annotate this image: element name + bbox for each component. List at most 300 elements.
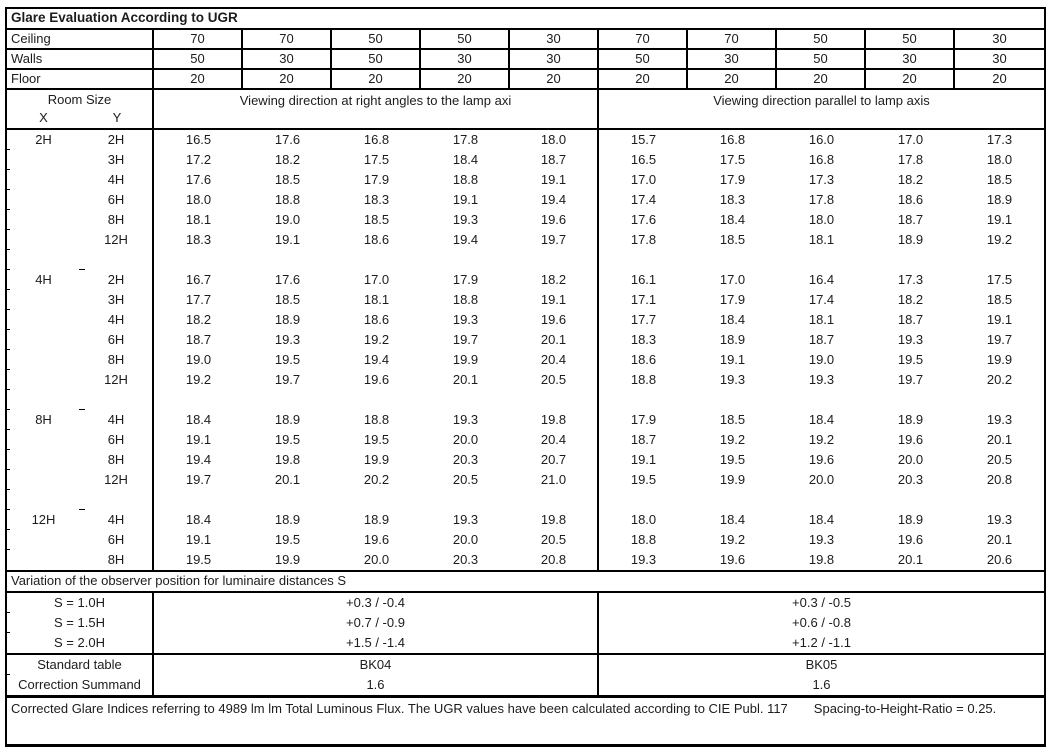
ugr-value-cell: 19.6 [363, 532, 390, 547]
ugr-value-cell: 20.6 [986, 552, 1013, 567]
ugr-value-cell: 19.2 [808, 432, 835, 447]
ugr-value-cell [510, 390, 599, 410]
room-y-cell: 6H [80, 190, 154, 210]
ugr-value-cell: 19.6 [363, 372, 390, 387]
ugr-value-cell: 17.3 [986, 132, 1013, 147]
ugr-value-cell: 19.9 [363, 452, 390, 467]
variation-value-right-angle: +0.3 / -0.4 [154, 593, 599, 613]
ugr-value-cell: 18.0 [185, 192, 212, 207]
variation-label: S = 2.0H [7, 633, 154, 653]
ugr-value-cell: 19.3 [897, 332, 924, 347]
ugr-value-cell [866, 390, 955, 410]
ugr-value-cell: 17.6 [630, 212, 657, 227]
variation-row-item [7, 633, 1044, 653]
ugr-row [7, 210, 1044, 230]
ugr-value-cell: 18.6 [363, 232, 390, 247]
ugr-value-cell: 19.3 [630, 552, 657, 567]
ugr-value-cell: 18.0 [808, 212, 835, 227]
ugr-value-cell: 19.1 [274, 232, 301, 247]
room-x-cell [7, 390, 80, 410]
summary-row [7, 655, 1044, 675]
room-x-cell [7, 430, 80, 450]
ugr-value-cell: 16.8 [719, 132, 746, 147]
ugr-value-cell: 20.0 [808, 472, 835, 487]
ugr-value-cell: 19.0 [808, 352, 835, 367]
ugr-value-cell: 17.1 [630, 292, 657, 307]
ugr-value-cell: 19.3 [452, 312, 479, 327]
ugr-value-cell: 16.8 [808, 152, 835, 167]
room-x-cell [7, 550, 80, 570]
ugr-value-cell: 18.9 [897, 412, 924, 427]
ugr-value-cell: 19.9 [986, 352, 1013, 367]
ugr-value-cell: 17.9 [452, 272, 479, 287]
ugr-value-cell: 17.0 [363, 272, 390, 287]
summary-value-right-angle: BK04 [154, 655, 599, 675]
ugr-value-cell [332, 250, 421, 270]
ugr-value-cell: 19.2 [719, 432, 746, 447]
ugr-row [7, 230, 1044, 250]
ugr-value-cell: 18.5 [986, 292, 1013, 307]
ugr-value-cell: 17.5 [363, 152, 390, 167]
surface-value-cell: 70 [243, 30, 332, 48]
ugr-value-cell: 16.7 [185, 272, 212, 287]
room-y-cell [80, 390, 154, 410]
ugr-value-cell: 19.0 [185, 352, 212, 367]
ugr-value-cell: 18.9 [986, 192, 1013, 207]
ugr-value-cell: 19.5 [274, 432, 301, 447]
surface-value-cell: 20 [243, 70, 332, 88]
ugr-value-cell [510, 250, 599, 270]
ugr-value-cell: 18.1 [185, 212, 212, 227]
room-size-label: Room Size [47, 92, 112, 107]
ugr-row [7, 130, 1044, 150]
summary-value-right-angle: 1.6 [154, 675, 599, 695]
ugr-value-cell: 18.3 [719, 192, 746, 207]
ugr-value-cell [688, 250, 777, 270]
ugr-value-cell [777, 390, 866, 410]
ugr-value-cell: 20.1 [897, 552, 924, 567]
ugr-value-cell: 19.1 [510, 290, 599, 310]
ugr-value-cell: 19.7 [185, 472, 212, 487]
ugr-value-cell: 17.0 [719, 272, 746, 287]
ugr-row [7, 550, 1044, 570]
ugr-value-cell: 19.3 [986, 512, 1013, 527]
ugr-value-cell [866, 250, 955, 270]
ugr-value-cell: 16.4 [808, 272, 835, 287]
ugr-value-cell: 19.6 [719, 552, 746, 567]
summary-value-parallel: BK05 [805, 657, 838, 672]
surface-row [7, 30, 1044, 50]
row-separator [7, 250, 1044, 270]
ugr-value-cell: 19.3 [274, 332, 301, 347]
ugr-value-cell: 18.5 [719, 232, 746, 247]
ugr-value-cell [688, 390, 777, 410]
ugr-value-cell: 20.3 [897, 472, 924, 487]
ugr-value-cell: 18.9 [719, 332, 746, 347]
ugr-value-cell: 18.4 [808, 512, 835, 527]
ugr-value-cell: 19.8 [510, 410, 599, 430]
ugr-value-cell: 20.4 [510, 430, 599, 450]
ugr-value-cell: 19.6 [808, 452, 835, 467]
ugr-value-cell: 20.5 [986, 452, 1013, 467]
variation-label: S = 1.0H [7, 593, 154, 613]
ugr-row [7, 150, 1044, 170]
ugr-value-cell: 18.5 [274, 172, 301, 187]
room-x-cell [7, 290, 80, 310]
ugr-value-cell: 19.6 [897, 532, 924, 547]
ugr-value-cell: 18.7 [185, 332, 212, 347]
ugr-value-cell: 18.9 [274, 412, 301, 427]
ugr-value-cell: 17.8 [452, 132, 479, 147]
ugr-value-cell [955, 250, 1044, 270]
room-x-cell [7, 150, 80, 170]
ugr-value-cell: 19.1 [630, 452, 657, 467]
ugr-value-cell: 20.0 [452, 432, 479, 447]
ugr-value-cell: 18.1 [808, 232, 835, 247]
ugr-value-cell: 19.1 [986, 312, 1013, 327]
ugr-value-cell: 18.7 [630, 432, 657, 447]
ugr-value-cell: 19.5 [185, 552, 212, 567]
ugr-value-cell: 19.5 [363, 432, 390, 447]
ugr-value-cell [777, 250, 866, 270]
room-x-cell [7, 310, 80, 330]
room-y-cell: 12H [80, 470, 154, 490]
ugr-value-cell: 18.3 [185, 232, 212, 247]
ugr-value-cell: 17.6 [185, 172, 212, 187]
ugr-value-cell: 18.9 [897, 512, 924, 527]
room-y-cell [80, 250, 154, 270]
room-y-cell: 2H [80, 270, 154, 290]
room-y-cell: 8H [80, 210, 154, 230]
surface-label: Ceiling [7, 30, 154, 48]
room-x-cell [7, 530, 80, 550]
surface-value-cell: 50 [154, 50, 243, 68]
ugr-value-cell: 19.5 [630, 472, 657, 487]
room-y-cell: 6H [80, 430, 154, 450]
y-col-label: Y [112, 110, 122, 125]
surface-value-cell: 70 [688, 30, 777, 48]
ugr-value-cell [243, 490, 332, 510]
room-y-cell: 8H [80, 450, 154, 470]
ugr-value-cell: 19.6 [897, 432, 924, 447]
ugr-row [7, 410, 1044, 430]
ugr-row [7, 170, 1044, 190]
row-separator [7, 390, 1044, 410]
surface-value-cell: 20 [688, 70, 777, 88]
ugr-value-cell: 18.0 [986, 152, 1013, 167]
ugr-value-cell: 19.4 [363, 352, 390, 367]
footer-note-text: Corrected Glare Indices referring to 4989 lm lm Total Luminous Flux. The UGR values have been calculated according to CIE Publ. 117 [11, 701, 788, 716]
ugr-value-cell: 18.4 [808, 412, 835, 427]
ugr-value-cell: 17.5 [719, 152, 746, 167]
ugr-value-cell: 20.3 [452, 552, 479, 567]
surface-row [7, 50, 1044, 70]
surface-value-cell: 50 [421, 30, 510, 48]
ugr-value-cell: 18.4 [719, 512, 746, 527]
ugr-value-cell: 19.1 [185, 532, 212, 547]
ugr-value-cell [154, 250, 243, 270]
room-y-cell: 4H [80, 310, 154, 330]
ugr-value-cell: 18.5 [719, 412, 746, 427]
ugr-value-cell: 19.8 [808, 552, 835, 567]
ugr-value-cell [599, 390, 688, 410]
summary-value-parallel: 1.6 [812, 677, 831, 692]
ugr-value-cell: 20.1 [274, 472, 301, 487]
parallel-header: Viewing direction parallel to lamp axis [713, 93, 930, 108]
ugr-value-cell: 19.5 [719, 452, 746, 467]
ugr-value-cell: 19.5 [274, 532, 301, 547]
surface-value-cell: 30 [866, 50, 955, 68]
ugr-value-cell: 18.2 [510, 270, 599, 290]
room-x-cell: 12H [31, 512, 56, 527]
ugr-value-cell: 18.4 [185, 412, 212, 427]
ugr-value-cell: 19.4 [452, 232, 479, 247]
ugr-value-cell: 17.0 [897, 132, 924, 147]
surface-value-cell: 30 [688, 50, 777, 68]
room-x-cell [7, 230, 80, 250]
ugr-row [7, 190, 1044, 210]
ugr-value-cell: 19.7 [452, 332, 479, 347]
ugr-value-cell: 18.0 [630, 512, 657, 527]
room-x-cell: 8H [35, 412, 52, 427]
surface-value-cell: 30 [992, 51, 1007, 66]
surface-value-cell: 30 [421, 50, 510, 68]
ugr-value-cell: 18.1 [363, 292, 390, 307]
room-y-cell: 6H [80, 330, 154, 350]
surface-value-cell: 20 [599, 70, 688, 88]
surface-value-cell: 30 [243, 50, 332, 68]
ugr-value-cell: 17.9 [719, 292, 746, 307]
surface-value-cell: 20 [154, 70, 243, 88]
ugr-value-cell: 20.5 [452, 472, 479, 487]
ugr-value-cell: 18.7 [808, 332, 835, 347]
surface-value-cell: 30 [992, 31, 1007, 46]
surface-value-cell: 70 [599, 30, 688, 48]
ugr-row [7, 470, 1044, 490]
surface-label: Walls [7, 50, 154, 68]
ugr-value-cell: 18.3 [630, 332, 657, 347]
room-x-cell [7, 170, 80, 190]
ugr-value-cell: 18.5 [363, 212, 390, 227]
ugr-row [7, 330, 1044, 350]
ugr-value-cell: 18.3 [363, 192, 390, 207]
ugr-value-cell: 19.3 [719, 372, 746, 387]
surface-value-cell: 50 [599, 50, 688, 68]
ugr-value-cell: 19.2 [363, 332, 390, 347]
room-x-cell [7, 190, 80, 210]
surface-value-cell: 50 [332, 50, 421, 68]
ugr-value-cell: 20.1 [986, 432, 1013, 447]
ugr-value-cell: 19.5 [897, 352, 924, 367]
ugr-value-cell: 20.0 [452, 532, 479, 547]
room-x-cell [7, 450, 80, 470]
surface-value-cell: 70 [154, 30, 243, 48]
ugr-value-cell [243, 390, 332, 410]
ugr-value-cell: 21.0 [510, 470, 599, 490]
ugr-value-cell [866, 490, 955, 510]
ugr-value-cell: 18.7 [510, 150, 599, 170]
summary-section [7, 653, 1044, 695]
ugr-row [7, 430, 1044, 450]
room-y-cell: 8H [80, 350, 154, 370]
surface-reflectance-section [7, 30, 1044, 90]
surface-value-cell: 20 [510, 70, 599, 88]
ugr-value-cell: 19.2 [719, 532, 746, 547]
variation-value-parallel: +0.3 / -0.5 [792, 595, 851, 610]
ugr-value-cell: 17.6 [274, 132, 301, 147]
ugr-value-cell: 19.9 [274, 552, 301, 567]
summary-row [7, 675, 1044, 695]
room-y-cell: 6H [80, 530, 154, 550]
ugr-value-cell: 19.7 [897, 372, 924, 387]
variation-value-right-angle: +0.7 / -0.9 [154, 613, 599, 633]
ugr-value-cell: 17.7 [630, 312, 657, 327]
surface-value-cell: 20 [777, 70, 866, 88]
ugr-value-cell: 20.1 [986, 532, 1013, 547]
ugr-value-cell: 17.6 [274, 272, 301, 287]
ugr-value-cell: 18.4 [452, 152, 479, 167]
ugr-value-cell: 19.4 [185, 452, 212, 467]
ugr-value-cell [599, 250, 688, 270]
room-y-cell [80, 490, 154, 510]
variation-section [7, 593, 1044, 653]
ugr-value-cell: 18.8 [452, 172, 479, 187]
ugr-value-cell: 18.5 [274, 292, 301, 307]
ugr-value-cell: 19.1 [185, 432, 212, 447]
room-y-cell: 4H [80, 170, 154, 190]
ugr-data-section [7, 130, 1044, 570]
ugr-value-cell: 18.9 [897, 232, 924, 247]
ugr-value-cell [421, 390, 510, 410]
ugr-value-cell: 18.6 [897, 192, 924, 207]
ugr-value-cell: 20.1 [510, 330, 599, 350]
ugr-row [7, 450, 1044, 470]
ugr-value-cell [955, 490, 1044, 510]
ugr-value-cell: 18.9 [274, 312, 301, 327]
room-y-cell: 4H [80, 510, 154, 530]
ugr-row [7, 510, 1044, 530]
room-y-cell: 8H [80, 550, 154, 570]
table-header [7, 90, 1044, 130]
ugr-value-cell [599, 490, 688, 510]
ugr-value-cell: 19.3 [986, 412, 1013, 427]
ugr-value-cell: 20.4 [510, 350, 599, 370]
ugr-value-cell: 17.9 [630, 412, 657, 427]
ugr-value-cell: 20.8 [986, 472, 1013, 487]
ugr-value-cell [421, 490, 510, 510]
room-x-cell: 4H [35, 272, 52, 287]
ugr-value-cell: 17.2 [185, 152, 212, 167]
surface-value-cell: 50 [866, 30, 955, 48]
ugr-value-cell: 17.7 [185, 292, 212, 307]
summary-label: Correction Summand [7, 675, 154, 695]
room-y-cell: 12H [80, 370, 154, 390]
ugr-value-cell: 19.1 [986, 212, 1013, 227]
ugr-value-cell: 19.1 [510, 170, 599, 190]
ugr-value-cell: 19.6 [510, 210, 599, 230]
ugr-value-cell: 18.2 [897, 172, 924, 187]
summary-label: Standard table [7, 655, 154, 675]
variation-value-right-angle: +1.5 / -1.4 [154, 633, 599, 653]
surface-value-cell: 50 [777, 30, 866, 48]
ugr-value-cell: 16.0 [808, 132, 835, 147]
ugr-value-cell: 18.8 [630, 532, 657, 547]
ugr-value-cell: 19.1 [452, 192, 479, 207]
surface-value-cell: 20 [866, 70, 955, 88]
surface-value-cell: 20 [421, 70, 510, 88]
ugr-value-cell: 17.9 [363, 172, 390, 187]
room-size-xy-labels [7, 110, 152, 126]
ugr-value-cell: 19.9 [452, 352, 479, 367]
ugr-value-cell: 17.4 [808, 292, 835, 307]
ugr-value-cell [154, 490, 243, 510]
ugr-value-cell [332, 490, 421, 510]
ugr-value-cell: 18.4 [719, 212, 746, 227]
ugr-value-cell [777, 490, 866, 510]
room-y-cell: 4H [80, 410, 154, 430]
ugr-value-cell: 19.6 [510, 310, 599, 330]
ugr-value-cell: 19.2 [986, 232, 1013, 247]
ugr-value-cell [510, 490, 599, 510]
page-title: Glare Evaluation According to UGR [7, 9, 1044, 30]
ugr-value-cell: 19.3 [452, 412, 479, 427]
ugr-value-cell: 17.8 [897, 152, 924, 167]
ugr-row [7, 530, 1044, 550]
ugr-value-cell: 18.7 [897, 312, 924, 327]
ugr-value-cell: 17.8 [630, 232, 657, 247]
ugr-value-cell: 18.9 [363, 512, 390, 527]
x-col-label: X [39, 110, 48, 125]
ugr-value-cell: 15.7 [630, 132, 657, 147]
ugr-value-cell: 18.6 [363, 312, 390, 327]
ugr-value-cell: 19.2 [185, 372, 212, 387]
ugr-value-cell [421, 250, 510, 270]
ugr-value-cell: 18.1 [808, 312, 835, 327]
ugr-value-cell: 17.3 [808, 172, 835, 187]
ugr-value-cell [243, 250, 332, 270]
surface-label: Floor [7, 70, 154, 88]
ugr-value-cell: 16.5 [630, 152, 657, 167]
ugr-value-cell: 20.0 [363, 552, 390, 567]
ugr-value-cell: 20.5 [510, 370, 599, 390]
ugr-value-cell: 18.9 [274, 512, 301, 527]
room-x-cell [7, 490, 80, 510]
ugr-value-cell: 17.0 [630, 172, 657, 187]
ugr-value-cell: 17.3 [897, 272, 924, 287]
surface-row [7, 70, 1044, 90]
footer-ratio-text: Spacing-to-Height-Ratio = 0.25. [813, 701, 997, 716]
ugr-value-cell: 18.8 [363, 412, 390, 427]
ugr-value-cell: 17.9 [719, 172, 746, 187]
ugr-value-cell: 19.0 [274, 212, 301, 227]
ugr-value-cell: 17.4 [630, 192, 657, 207]
ugr-value-cell [688, 490, 777, 510]
ugr-value-cell: 19.3 [808, 532, 835, 547]
room-size-header-cell [7, 90, 154, 128]
ugr-value-cell: 16.8 [363, 132, 390, 147]
room-y-cell: 3H [80, 150, 154, 170]
ugr-row [7, 350, 1044, 370]
ugr-value-cell: 18.4 [719, 312, 746, 327]
ugr-row [7, 370, 1044, 390]
ugr-value-cell: 19.3 [452, 212, 479, 227]
ugr-value-cell: 18.8 [452, 292, 479, 307]
ugr-value-cell [955, 390, 1044, 410]
room-x-cell [7, 470, 80, 490]
ugr-value-cell: 18.4 [185, 512, 212, 527]
ugr-value-cell: 20.1 [452, 372, 479, 387]
ugr-value-cell: 18.6 [630, 352, 657, 367]
